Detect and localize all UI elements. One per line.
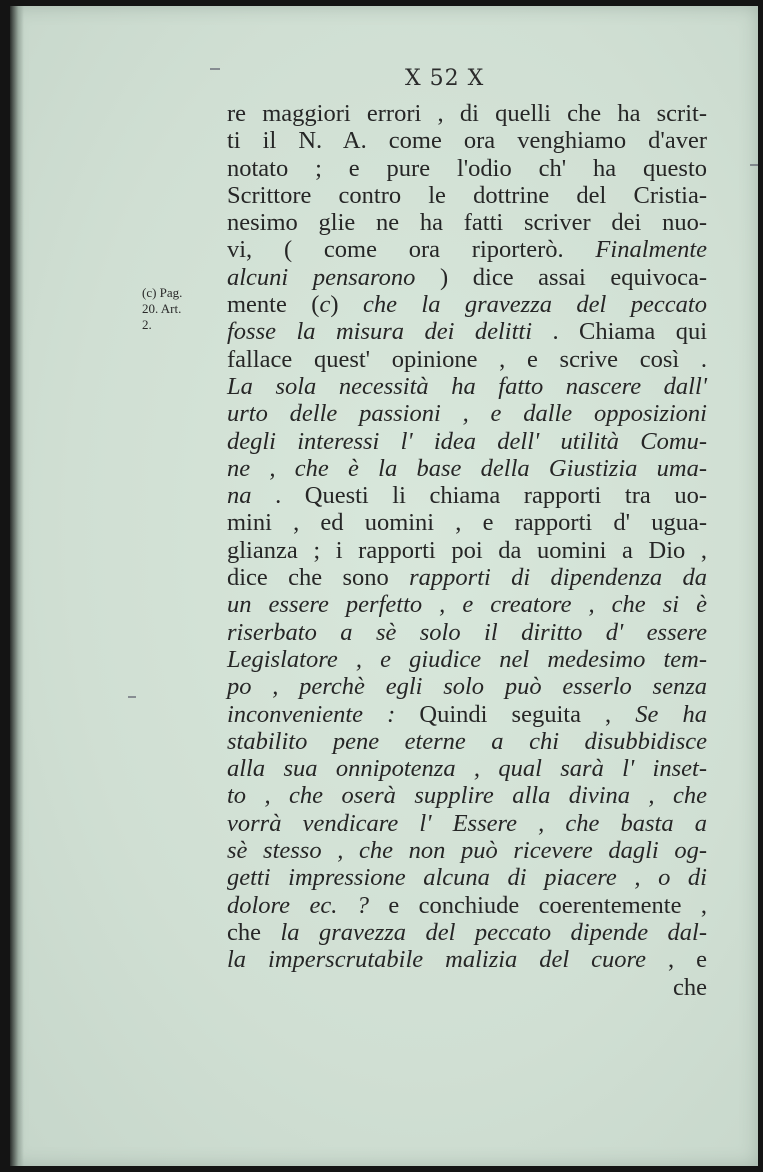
- text-line: [227, 892, 707, 919]
- text-line: [227, 428, 707, 455]
- italic-run: c: [319, 291, 331, 319]
- text-line: [227, 728, 707, 755]
- catchword: che: [673, 973, 707, 1001]
- roman-run: notato ; e pure l'odio ch' ha questo: [227, 154, 707, 182]
- italic-run: vorrà vendicare l' Essere , che basta a: [227, 809, 707, 837]
- roman-run: Scrittore contro le dottrine del Cristia-: [227, 181, 707, 209]
- italic-run: stabilito pene eterne a chi disubbidisce: [227, 727, 707, 755]
- text-line: [227, 619, 707, 646]
- text-line: [227, 482, 707, 509]
- body-text: [227, 100, 707, 1001]
- italic-run: Se ha: [635, 700, 708, 728]
- margin-note-line: 20. Art.: [142, 301, 182, 316]
- italic-run: un essere perfetto , e creatore , che si è: [227, 591, 707, 619]
- roman-run: dice che sono: [227, 564, 410, 592]
- text-line: [227, 673, 707, 700]
- text-line: [227, 646, 707, 673]
- italic-run: dolore ec. ?: [227, 891, 369, 919]
- text-line: [227, 946, 707, 973]
- roman-run: nesimo glie ne ha fatti scriver dei nuo-: [227, 209, 707, 237]
- text-line: [227, 318, 707, 345]
- text-line: [227, 400, 707, 427]
- italic-run: na: [227, 482, 252, 510]
- italic-run: urto delle passioni , e dalle opposizioni: [227, 400, 707, 428]
- roman-run: ) dice assai equivoca-: [415, 263, 707, 291]
- italic-run: Finalmente: [595, 236, 707, 264]
- roman-run: , e: [646, 946, 707, 974]
- text-line: [227, 182, 707, 209]
- ink-mark: [210, 68, 220, 70]
- italic-run: sè stesso , che non può ricevere dagli og-: [227, 837, 707, 865]
- text-line: [227, 837, 707, 864]
- text-line: [227, 537, 707, 564]
- page-number-header: X 52 X: [405, 66, 485, 91]
- italic-run: la imperscrutabile malizia del cuore: [227, 946, 647, 974]
- margin-footnote-reference: [142, 285, 182, 333]
- roman-run: re maggiori errori , di quelli che ha scrit-: [227, 100, 707, 127]
- roman-run: fallace quest' opinione , e scrive così .: [227, 345, 707, 373]
- text-line: [227, 564, 707, 591]
- italic-run: inconveniente :: [227, 700, 396, 728]
- ink-mark: [128, 696, 136, 698]
- italic-run: getti impressione alcuna di piacere , o di: [227, 864, 707, 892]
- text-line: [227, 591, 707, 618]
- italic-run: ne , che è la base della Giustizia uma-: [227, 454, 707, 482]
- text-line: [227, 755, 707, 782]
- text-line: [227, 346, 707, 373]
- roman-run: Quindi seguita ,: [395, 700, 636, 728]
- roman-run: ti il N. A. come ora venghiamo d'aver: [227, 127, 707, 155]
- text-line: [227, 455, 707, 482]
- italic-run: alla sua onnipotenza , qual sarà l' inset-: [227, 755, 707, 783]
- text-line: [227, 264, 707, 291]
- text-line: [227, 864, 707, 891]
- text-line: [227, 919, 707, 946]
- roman-run: mente (: [227, 291, 320, 319]
- text-line: [227, 127, 707, 154]
- text-line: [227, 782, 707, 809]
- text-line: [227, 701, 707, 728]
- margin-note-line: 2.: [142, 317, 152, 332]
- roman-run: . Chiama qui: [532, 318, 707, 346]
- italic-run: la gravezza del peccato dipende dal-: [280, 918, 707, 946]
- roman-run: vi, ( come ora riporterò.: [227, 236, 596, 264]
- page-gutter-shadow: [10, 6, 24, 1166]
- roman-run: glianza ; i rapporti poi da uomini a Dio ,: [227, 536, 707, 564]
- italic-run: fosse la misura dei delitti: [227, 318, 533, 346]
- text-line: [227, 373, 707, 400]
- italic-run: to , che oserà supplire alla divina , che: [227, 782, 707, 810]
- italic-run: rapporti di dipendenza da: [409, 564, 707, 592]
- text-line: [227, 236, 707, 263]
- italic-run: alcuni pensarono: [227, 263, 416, 291]
- italic-run: degli interessi l' idea dell' utilità Comu-: [227, 427, 707, 455]
- italic-run: che la gravezza del peccato: [362, 291, 707, 319]
- roman-run: e conchiude coerentemente ,: [368, 891, 707, 919]
- roman-run: ): [330, 291, 363, 319]
- text-line: [227, 155, 707, 182]
- roman-run: che: [227, 918, 281, 946]
- italic-run: La sola necessità ha fatto nascere dall': [227, 372, 707, 400]
- roman-run: mini , ed uomini , e rapporti d' ugua-: [227, 509, 707, 537]
- text-line: [227, 291, 707, 318]
- roman-run: . Questi li chiama rapporti tra uo-: [251, 482, 707, 510]
- text-line: [227, 100, 707, 127]
- text-line: [227, 209, 707, 236]
- text-line: [227, 810, 707, 837]
- italic-run: riserbato a sè solo il diritto d' essere: [227, 618, 707, 646]
- ink-mark: [750, 164, 758, 166]
- margin-note-line: (c) Pag.: [142, 285, 183, 300]
- italic-run: po , perchè egli solo può esserlo senza: [227, 673, 707, 701]
- text-line: [227, 509, 707, 536]
- italic-run: Legislatore , e giudice nel medesimo tem-: [227, 645, 707, 673]
